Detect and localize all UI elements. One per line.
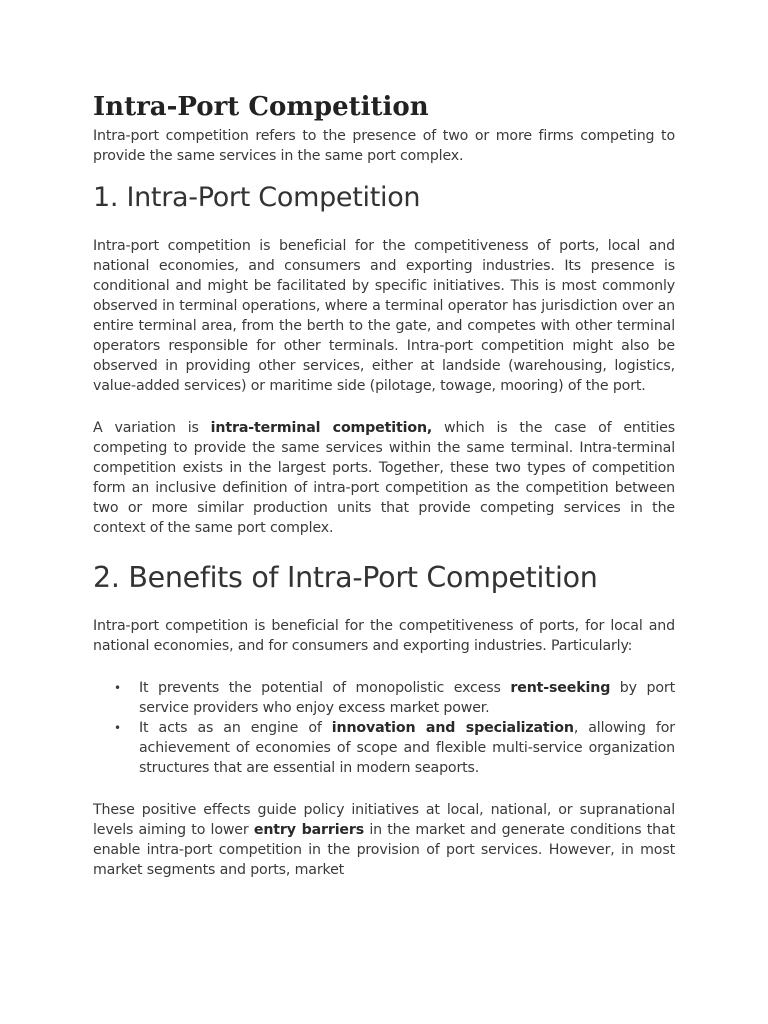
bullet-icon: • bbox=[114, 721, 121, 735]
section-2-heading: 2. Benefits of Intra-Port Competition bbox=[93, 561, 598, 594]
section-1-paragraph-2-text-b: which is the case of entities competing to provide the same services within the same terminal. Intra-terminal competition exists in the largest ports. Together, these two types of competition form an inclusive definition of intra-port competition as the competition between two or more similar production units that provide competing services in the context of the same port complex. bbox=[93, 420, 675, 536]
list-item-term: rent-seeking bbox=[510, 680, 611, 696]
list-item-term: innovation and specialization bbox=[331, 720, 574, 736]
document-content bbox=[93, 88, 675, 880]
list-item bbox=[93, 718, 675, 778]
benefits-list bbox=[93, 678, 675, 778]
list-item-text-b: , allowing for achievement of economies of scope and flexible multi-service organization structures that are essential in modern seaports. bbox=[139, 720, 675, 776]
intro-paragraph: Intra-port competition refers to the presence of two or more firms competing to provide the same services in the same port complex. bbox=[93, 128, 675, 164]
list-item-text-b: by port service providers who enjoy excess market power. bbox=[139, 680, 675, 716]
bullet-icon: • bbox=[114, 681, 121, 695]
section-2-paragraph-2-text-a: These positive effects guide policy initiatives at local, national, or supranational levels aiming to lower bbox=[93, 802, 675, 838]
section-1-heading: 1. Intra-Port Competition bbox=[93, 182, 421, 213]
section-1-paragraph-1: Intra-port competition is beneficial for the competitiveness of ports, local and national economies, and consumers and exporting industries. Its presence is conditional and might be facilitated by specific initiatives. This is most commonly observed in terminal operations, where a terminal operator has jurisdiction over an entire terminal area, from the berth to the gate, and competes with other terminal operators responsible for other terminals. Intra-port competition might also be observed in providing other services, either at landside (warehousing, logistics, value-added services) or maritime side (pilotage, towage, mooring) of the port. bbox=[93, 238, 675, 394]
section-1-paragraph-2-text-a: A variation is bbox=[93, 420, 211, 436]
section-1-paragraph-2 bbox=[93, 418, 675, 538]
list-item bbox=[93, 678, 675, 718]
section-2-paragraph-2-text-b: in the market and generate conditions that enable intra-port competition in the provision of port services. However, in most market segments and ports, market bbox=[93, 822, 675, 878]
entry-barriers-term: entry barriers bbox=[253, 822, 365, 838]
section-2-paragraph-2 bbox=[93, 800, 675, 880]
list-item-text-a: It acts as an engine of bbox=[139, 720, 332, 736]
intra-terminal-competition-term: intra-terminal competition, bbox=[210, 420, 433, 436]
list-item-text-a: It prevents the potential of monopolistic excess bbox=[139, 680, 511, 696]
section-2-paragraph-1: Intra-port competition is beneficial for the competitiveness of ports, for local and national economies, and for consumers and exporting industries. Particularly: bbox=[93, 618, 675, 654]
page-title: Intra-Port Competition bbox=[93, 92, 429, 122]
